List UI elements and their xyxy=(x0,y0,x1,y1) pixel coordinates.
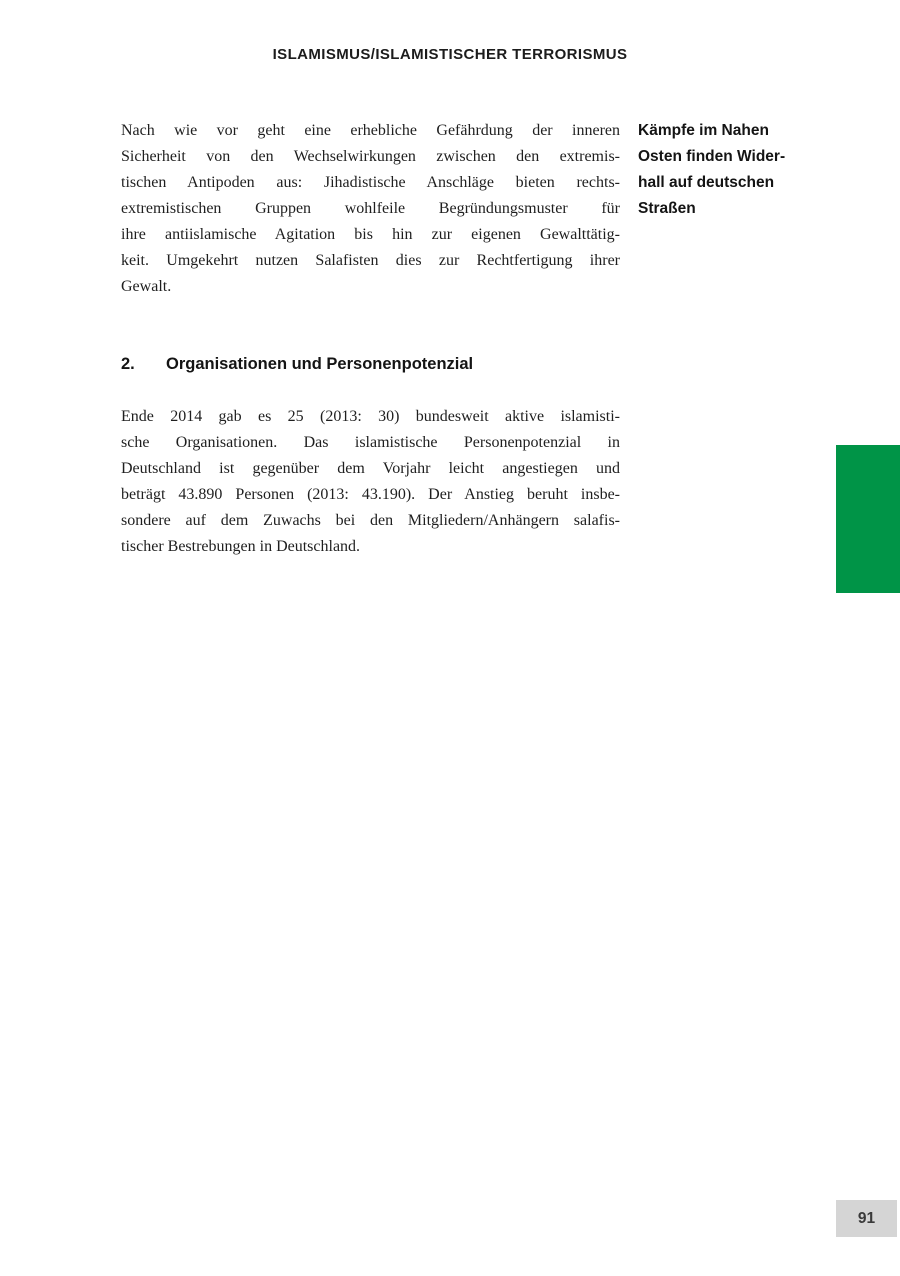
text-line: sondere auf dem Zuwachs bei den Mitgliedern/Anhängern salafis- xyxy=(121,512,620,529)
section-heading xyxy=(121,351,620,377)
running-header: ISLAMISMUS/ISLAMISTISCHER TERRORISMUS xyxy=(272,46,628,63)
text-line: beträgt 43.890 Personen (2013: 43.190). Der Anstieg beruht insbe- xyxy=(121,486,620,503)
text-line: Deutschland ist gegenüber dem Vorjahr leicht angestiegen und xyxy=(121,460,620,477)
margin-note-line: Osten finden Wider- xyxy=(638,148,786,165)
text-line: Nach wie vor geht eine erhebliche Gefährdung der inneren xyxy=(121,122,620,139)
page-number-box xyxy=(836,1200,897,1237)
margin-note-line: Kämpfe im Nahen xyxy=(638,122,769,139)
text-line: Gewalt. xyxy=(121,278,172,295)
page-number: 91 xyxy=(857,1209,876,1227)
text-line: extremistischen Gruppen wohlfeile Begründungsmuster für xyxy=(121,200,620,217)
section-title: Organisationen und Personenpotenzial xyxy=(166,355,474,373)
text-line: Sicherheit von den Wechselwirkungen zwischen den extremis- xyxy=(121,148,620,165)
margin-note-line: hall auf deutschen xyxy=(638,174,775,191)
section-number: 2. xyxy=(121,355,135,373)
green-accent-bar xyxy=(836,445,900,593)
text-line: Ende 2014 gab es 25 (2013: 30) bundesweit aktive islamisti- xyxy=(121,408,620,425)
margin-note xyxy=(638,118,808,222)
text-line: tischen Antipoden aus: Jihadistische Anschläge bieten rechts- xyxy=(121,174,620,191)
text-line: sche Organisationen. Das islamistische Personenpotenzial in xyxy=(121,434,620,451)
paragraph-1 xyxy=(121,118,620,300)
paragraph-2 xyxy=(121,404,620,560)
text-line: ihre antiislamische Agitation bis hin zur eigenen Gewalttätig- xyxy=(121,226,620,243)
margin-note-line: Straßen xyxy=(638,200,696,217)
text-line: keit. Umgekehrt nutzen Salafisten dies zur Rechtfertigung ihrer xyxy=(121,252,620,269)
text-line: tischer Bestrebungen in Deutschland. xyxy=(121,538,361,555)
